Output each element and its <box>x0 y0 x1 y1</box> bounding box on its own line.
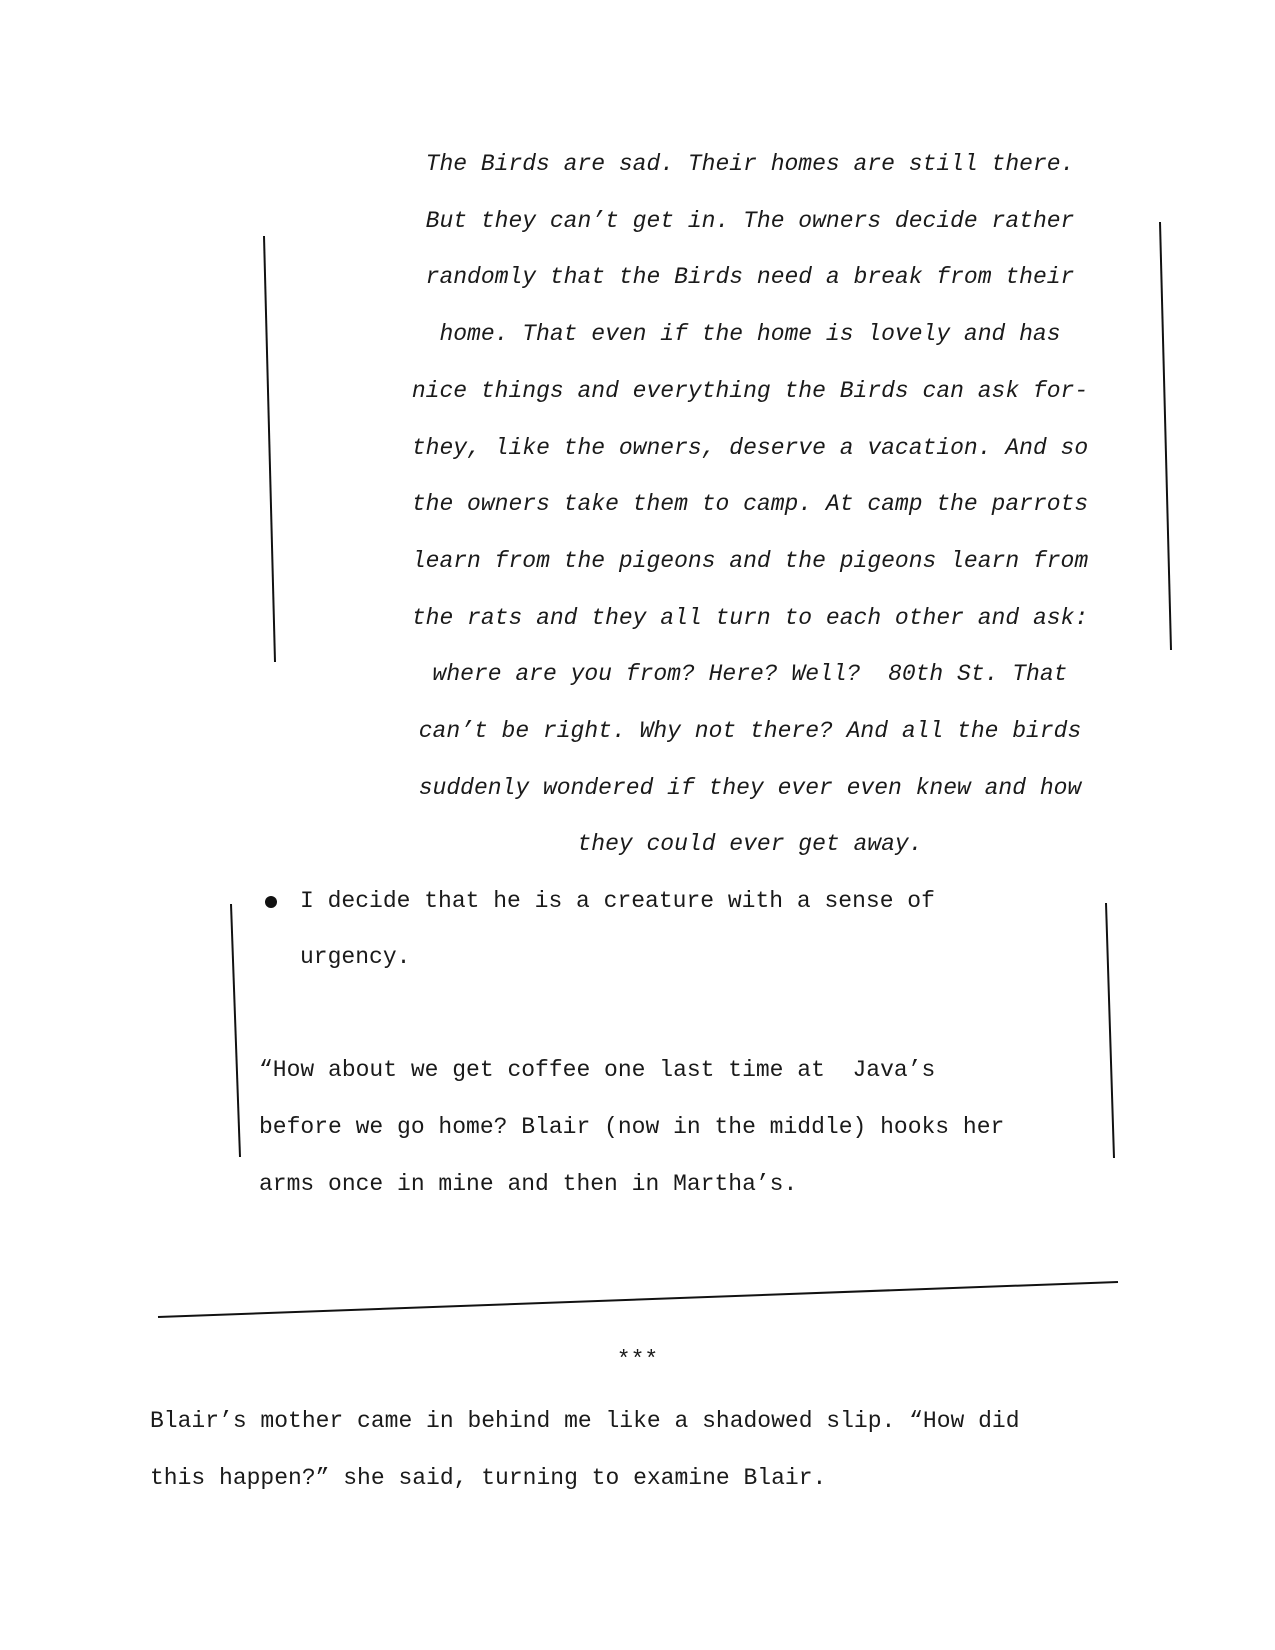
bullet-icon <box>265 896 277 908</box>
cross-out-line <box>158 1282 1118 1317</box>
bullet-line-1: I decide that he is a creature with a sense of <box>300 888 935 914</box>
closing-line-1: Blair’s mother came in behind me like a shadowed slip. “How did <box>150 1408 1020 1434</box>
passage-line-13: they could ever get away. <box>577 831 923 857</box>
closing-line-2: this happen?” she said, turning to examine Blair. <box>150 1465 827 1491</box>
quote-line-2: before we go home? Blair (now in the middle) hooks her <box>259 1114 1005 1140</box>
quote-line-3: arms once in mine and then in Martha’s. <box>259 1171 798 1197</box>
quote-line-1: “How about we get coffee one last time at Java’s <box>259 1057 936 1083</box>
passage-line-4: home. That even if the home is lovely and has <box>439 321 1061 347</box>
section-separator: *** <box>616 1347 659 1373</box>
passage-line-11: can’t be right. Why not there? And all the birds <box>418 718 1082 744</box>
left-bracket-line-top <box>264 236 275 662</box>
passage-line-9: the rats and they all turn to each other and ask: <box>411 605 1089 631</box>
passage-line-12: suddenly wondered if they ever even knew and how <box>418 775 1082 801</box>
bullet-line-2: urgency. <box>300 944 411 970</box>
right-bracket-line-top <box>1160 222 1171 650</box>
passage-line-2: But they can’t get in. The owners decide rather <box>425 208 1075 234</box>
passage-line-6: they, like the owners, deserve a vacation. And so <box>411 435 1089 461</box>
left-bracket-line-bottom <box>231 904 240 1157</box>
passage-line-3: randomly that the Birds need a break from their <box>425 264 1075 290</box>
passage-line-7: the owners take them to camp. At camp the parrots <box>411 491 1089 517</box>
passage-line-8: learn from the pigeons and the pigeons learn from <box>411 548 1089 574</box>
right-bracket-line-bottom <box>1106 903 1114 1158</box>
passage-line-1: The Birds are sad. Their homes are still there. <box>425 151 1075 177</box>
passage-line-10: where are you from? Here? Well? 80th St. That <box>432 661 1068 687</box>
passage-line-5: nice things and everything the Birds can ask for- <box>411 378 1089 404</box>
